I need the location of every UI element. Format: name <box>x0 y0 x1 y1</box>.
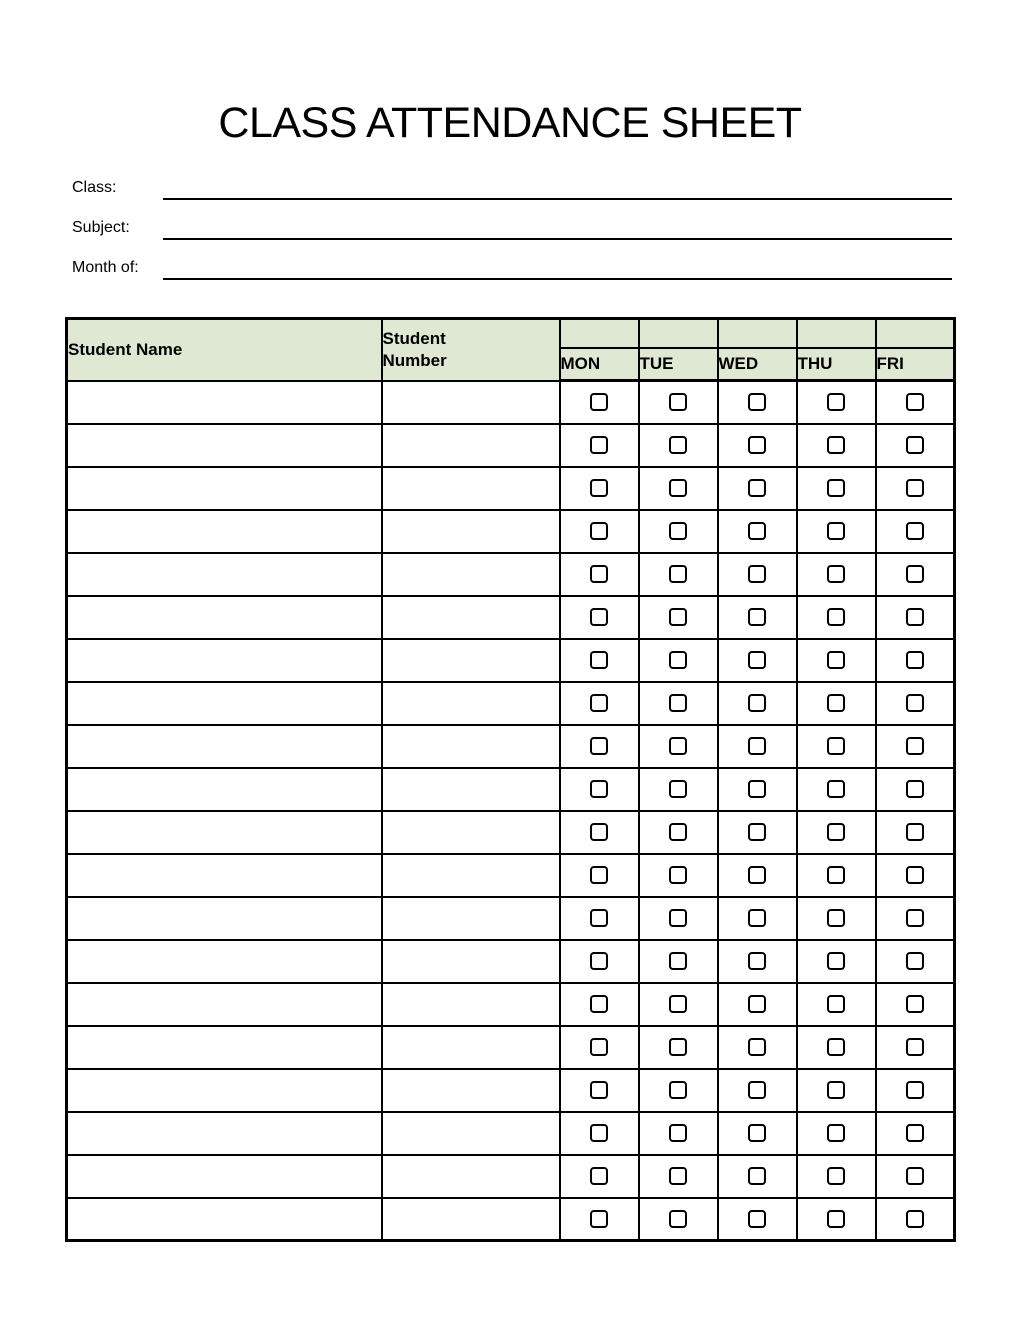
attendance-checkbox[interactable] <box>590 522 608 540</box>
form-fields <box>72 176 952 296</box>
student-name-cell[interactable] <box>67 983 382 1026</box>
attendance-cell-wed <box>718 596 797 639</box>
attendance-cell-fri <box>876 1155 955 1198</box>
student-name-cell[interactable] <box>67 854 382 897</box>
page-title: CLASS ATTENDANCE SHEET <box>218 99 802 147</box>
attendance-cell-tue <box>639 639 718 682</box>
table-row <box>67 424 955 467</box>
student-name-cell[interactable] <box>67 1026 382 1069</box>
attendance-cell-tue <box>639 510 718 553</box>
student-name-cell[interactable] <box>67 467 382 510</box>
attendance-checkbox[interactable] <box>669 737 687 755</box>
attendance-checkbox[interactable] <box>906 608 924 626</box>
attendance-cell-mon <box>560 1069 639 1112</box>
day-spacer-cell <box>639 319 718 348</box>
attendance-checkbox[interactable] <box>748 1210 766 1228</box>
student-name-cell[interactable] <box>67 1198 382 1241</box>
student-number-cell[interactable] <box>382 467 560 510</box>
attendance-cell-tue <box>639 1112 718 1155</box>
attendance-cell-thu <box>797 553 876 596</box>
attendance-cell-mon <box>560 510 639 553</box>
attendance-checkbox[interactable] <box>906 436 924 454</box>
attendance-cell-wed <box>718 1026 797 1069</box>
table-row <box>67 1069 955 1112</box>
table-row <box>67 897 955 940</box>
attendance-checkbox[interactable] <box>827 909 845 927</box>
attendance-checkbox[interactable] <box>669 909 687 927</box>
attendance-cell-tue <box>639 897 718 940</box>
month-input-line[interactable] <box>163 278 952 280</box>
attendance-cell-thu <box>797 1026 876 1069</box>
field-row-subject <box>72 216 952 256</box>
attendance-cell-fri <box>876 553 955 596</box>
attendance-cell-fri <box>876 854 955 897</box>
student-number-cell[interactable] <box>382 1155 560 1198</box>
attendance-checkbox[interactable] <box>748 1038 766 1056</box>
attendance-cell-thu <box>797 424 876 467</box>
attendance-cell-fri <box>876 467 955 510</box>
day-header-fri: FRI <box>876 348 955 381</box>
attendance-rows <box>67 381 955 1241</box>
attendance-checkbox[interactable] <box>669 1081 687 1099</box>
attendance-cell-tue <box>639 1155 718 1198</box>
student-name-header <box>67 319 382 381</box>
attendance-checkbox[interactable] <box>827 1210 845 1228</box>
attendance-checkbox[interactable] <box>827 780 845 798</box>
attendance-cell-tue <box>639 811 718 854</box>
student-name-cell[interactable] <box>67 1155 382 1198</box>
attendance-checkbox[interactable] <box>669 1210 687 1228</box>
attendance-checkbox[interactable] <box>906 866 924 884</box>
attendance-cell-fri <box>876 1026 955 1069</box>
field-row-class <box>72 176 952 216</box>
attendance-checkbox[interactable] <box>827 952 845 970</box>
student-number-cell[interactable] <box>382 510 560 553</box>
subject-input-line[interactable] <box>163 238 952 240</box>
day-header-tue: TUE <box>639 348 718 381</box>
attendance-cell-thu <box>797 639 876 682</box>
attendance-cell-thu <box>797 1112 876 1155</box>
attendance-cell-wed <box>718 424 797 467</box>
attendance-checkbox[interactable] <box>590 866 608 884</box>
student-name-cell[interactable] <box>67 639 382 682</box>
attendance-checkbox[interactable] <box>827 737 845 755</box>
attendance-cell-fri <box>876 897 955 940</box>
attendance-cell-tue <box>639 467 718 510</box>
attendance-checkbox[interactable] <box>669 436 687 454</box>
student-number-header-label: Student Number <box>382 328 447 370</box>
attendance-cell-mon <box>560 639 639 682</box>
attendance-checkbox[interactable] <box>748 1124 766 1142</box>
attendance-checkbox[interactable] <box>906 1210 924 1228</box>
attendance-checkbox[interactable] <box>669 651 687 669</box>
attendance-cell-mon <box>560 424 639 467</box>
attendance-cell-thu <box>797 983 876 1026</box>
attendance-checkbox[interactable] <box>906 780 924 798</box>
subject-label: Subject: <box>72 219 130 236</box>
attendance-checkbox[interactable] <box>590 651 608 669</box>
attendance-cell-fri <box>876 811 955 854</box>
attendance-checkbox[interactable] <box>827 565 845 583</box>
attendance-checkbox[interactable] <box>669 1124 687 1142</box>
day-spacer-cell <box>876 319 955 348</box>
student-number-cell[interactable] <box>382 811 560 854</box>
attendance-cell-wed <box>718 639 797 682</box>
attendance-checkbox[interactable] <box>827 522 845 540</box>
attendance-cell-tue <box>639 424 718 467</box>
table-row <box>67 1026 955 1069</box>
attendance-checkbox[interactable] <box>590 1167 608 1185</box>
attendance-cell-wed <box>718 1155 797 1198</box>
attendance-cell-fri <box>876 381 955 424</box>
attendance-cell-mon <box>560 1155 639 1198</box>
attendance-checkbox[interactable] <box>590 823 608 841</box>
attendance-checkbox[interactable] <box>590 1210 608 1228</box>
attendance-cell-wed <box>718 553 797 596</box>
attendance-checkbox[interactable] <box>590 1038 608 1056</box>
table-row <box>67 639 955 682</box>
attendance-checkbox[interactable] <box>669 522 687 540</box>
day-header-wed: WED <box>718 348 797 381</box>
attendance-cell-thu <box>797 725 876 768</box>
attendance-cell-mon <box>560 381 639 424</box>
attendance-cell-thu <box>797 596 876 639</box>
attendance-table <box>65 317 956 1242</box>
attendance-checkbox[interactable] <box>827 995 845 1013</box>
attendance-cell-tue <box>639 596 718 639</box>
attendance-checkbox[interactable] <box>827 823 845 841</box>
attendance-checkbox[interactable] <box>748 651 766 669</box>
attendance-cell-fri <box>876 424 955 467</box>
attendance-cell-wed <box>718 510 797 553</box>
attendance-cell-wed <box>718 682 797 725</box>
attendance-cell-wed <box>718 940 797 983</box>
table-row <box>67 553 955 596</box>
attendance-cell-fri <box>876 1069 955 1112</box>
attendance-cell-tue <box>639 381 718 424</box>
attendance-checkbox[interactable] <box>590 694 608 712</box>
student-name-cell[interactable] <box>67 940 382 983</box>
attendance-cell-thu <box>797 467 876 510</box>
student-number-cell[interactable] <box>382 940 560 983</box>
student-name-cell[interactable] <box>67 811 382 854</box>
student-name-header-label: Student Name <box>68 339 183 359</box>
attendance-cell-mon <box>560 811 639 854</box>
table-row <box>67 854 955 897</box>
attendance-cell-tue <box>639 1069 718 1112</box>
table-row <box>67 1155 955 1198</box>
class-input-line[interactable] <box>163 198 952 200</box>
student-name-cell[interactable] <box>67 1112 382 1155</box>
day-spacer-cell <box>718 319 797 348</box>
attendance-cell-fri <box>876 983 955 1026</box>
attendance-checkbox[interactable] <box>590 393 608 411</box>
attendance-cell-mon <box>560 1026 639 1069</box>
student-number-cell[interactable] <box>382 682 560 725</box>
attendance-checkbox[interactable] <box>748 1081 766 1099</box>
attendance-checkbox[interactable] <box>669 479 687 497</box>
attendance-cell-tue <box>639 940 718 983</box>
student-number-cell[interactable] <box>382 725 560 768</box>
attendance-cell-fri <box>876 682 955 725</box>
attendance-checkbox[interactable] <box>669 866 687 884</box>
attendance-cell-thu <box>797 768 876 811</box>
attendance-checkbox[interactable] <box>827 1124 845 1142</box>
attendance-checkbox[interactable] <box>748 909 766 927</box>
attendance-checkbox[interactable] <box>748 608 766 626</box>
attendance-cell-wed <box>718 811 797 854</box>
attendance-checkbox[interactable] <box>906 694 924 712</box>
attendance-checkbox[interactable] <box>906 823 924 841</box>
table-row <box>67 725 955 768</box>
attendance-cell-wed <box>718 1069 797 1112</box>
attendance-checkbox[interactable] <box>906 1081 924 1099</box>
attendance-cell-mon <box>560 725 639 768</box>
attendance-checkbox[interactable] <box>906 952 924 970</box>
student-number-cell[interactable] <box>382 897 560 940</box>
attendance-checkbox[interactable] <box>827 436 845 454</box>
student-number-cell[interactable] <box>382 1026 560 1069</box>
attendance-cell-fri <box>876 639 955 682</box>
attendance-checkbox[interactable] <box>827 694 845 712</box>
attendance-cell-wed <box>718 983 797 1026</box>
student-number-cell[interactable] <box>382 1069 560 1112</box>
attendance-cell-fri <box>876 596 955 639</box>
table-row <box>67 1198 955 1241</box>
attendance-checkbox[interactable] <box>906 1038 924 1056</box>
student-name-cell[interactable] <box>67 897 382 940</box>
attendance-cell-mon <box>560 940 639 983</box>
day-spacer-cell <box>797 319 876 348</box>
attendance-cell-thu <box>797 682 876 725</box>
attendance-cell-tue <box>639 1026 718 1069</box>
attendance-cell-mon <box>560 854 639 897</box>
day-header-mon: MON <box>560 348 639 381</box>
student-name-cell[interactable] <box>67 768 382 811</box>
attendance-cell-tue <box>639 553 718 596</box>
attendance-checkbox[interactable] <box>590 780 608 798</box>
student-number-cell[interactable] <box>382 768 560 811</box>
attendance-checkbox[interactable] <box>590 995 608 1013</box>
attendance-cell-fri <box>876 1112 955 1155</box>
table-row <box>67 467 955 510</box>
attendance-checkbox[interactable] <box>827 1081 845 1099</box>
attendance-checkbox[interactable] <box>748 694 766 712</box>
student-number-cell[interactable] <box>382 424 560 467</box>
attendance-cell-wed <box>718 854 797 897</box>
attendance-cell-tue <box>639 725 718 768</box>
attendance-cell-fri <box>876 1198 955 1241</box>
attendance-checkbox[interactable] <box>827 608 845 626</box>
attendance-cell-thu <box>797 1069 876 1112</box>
attendance-checkbox[interactable] <box>906 1167 924 1185</box>
attendance-cell-fri <box>876 725 955 768</box>
attendance-checkbox[interactable] <box>906 737 924 755</box>
attendance-cell-mon <box>560 1112 639 1155</box>
attendance-cell-wed <box>718 381 797 424</box>
attendance-checkbox[interactable] <box>906 393 924 411</box>
attendance-cell-wed <box>718 467 797 510</box>
attendance-checkbox[interactable] <box>590 1081 608 1099</box>
month-of-label: Month of: <box>72 259 139 276</box>
attendance-checkbox[interactable] <box>590 952 608 970</box>
attendance-checkbox[interactable] <box>827 1038 845 1056</box>
attendance-cell-tue <box>639 682 718 725</box>
student-name-cell[interactable] <box>67 1069 382 1112</box>
attendance-cell-fri <box>876 768 955 811</box>
attendance-checkbox[interactable] <box>906 565 924 583</box>
day-header-thu: THU <box>797 348 876 381</box>
student-name-cell[interactable] <box>67 424 382 467</box>
attendance-checkbox[interactable] <box>590 909 608 927</box>
student-name-cell[interactable] <box>67 725 382 768</box>
attendance-cell-thu <box>797 381 876 424</box>
table-row <box>67 940 955 983</box>
attendance-checkbox[interactable] <box>669 694 687 712</box>
table-row <box>67 1112 955 1155</box>
attendance-cell-mon <box>560 1198 639 1241</box>
attendance-cell-wed <box>718 1112 797 1155</box>
attendance-checkbox[interactable] <box>827 479 845 497</box>
attendance-checkbox[interactable] <box>748 479 766 497</box>
attendance-checkbox[interactable] <box>748 393 766 411</box>
attendance-checkbox[interactable] <box>827 393 845 411</box>
student-name-cell[interactable] <box>67 682 382 725</box>
table-row <box>67 983 955 1026</box>
attendance-checkbox[interactable] <box>906 479 924 497</box>
attendance-cell-mon <box>560 768 639 811</box>
attendance-checkbox[interactable] <box>748 780 766 798</box>
attendance-checkbox[interactable] <box>590 737 608 755</box>
student-number-cell[interactable] <box>382 596 560 639</box>
attendance-checkbox[interactable] <box>748 436 766 454</box>
attendance-checkbox[interactable] <box>748 1167 766 1185</box>
attendance-cell-tue <box>639 1198 718 1241</box>
attendance-checkbox[interactable] <box>748 995 766 1013</box>
student-number-cell[interactable] <box>382 983 560 1026</box>
table-row <box>67 381 955 424</box>
attendance-cell-mon <box>560 897 639 940</box>
attendance-cell-thu <box>797 510 876 553</box>
attendance-checkbox[interactable] <box>748 565 766 583</box>
attendance-cell-tue <box>639 983 718 1026</box>
header-row-top <box>67 319 955 348</box>
attendance-checkbox[interactable] <box>748 737 766 755</box>
attendance-cell-mon <box>560 467 639 510</box>
attendance-cell-mon <box>560 553 639 596</box>
table-row <box>67 596 955 639</box>
student-number-cell[interactable] <box>382 1112 560 1155</box>
attendance-checkbox[interactable] <box>906 522 924 540</box>
attendance-checkbox[interactable] <box>590 565 608 583</box>
student-number-cell[interactable] <box>382 553 560 596</box>
student-name-cell[interactable] <box>67 510 382 553</box>
student-name-cell[interactable] <box>67 381 382 424</box>
attendance-checkbox[interactable] <box>906 1124 924 1142</box>
attendance-cell-thu <box>797 1198 876 1241</box>
attendance-checkbox[interactable] <box>590 479 608 497</box>
attendance-checkbox[interactable] <box>906 651 924 669</box>
attendance-checkbox[interactable] <box>748 823 766 841</box>
student-number-header <box>382 319 560 381</box>
attendance-cell-thu <box>797 854 876 897</box>
attendance-checkbox[interactable] <box>748 522 766 540</box>
attendance-cell-tue <box>639 768 718 811</box>
attendance-cell-thu <box>797 1155 876 1198</box>
attendance-cell-thu <box>797 940 876 983</box>
attendance-checkbox[interactable] <box>669 608 687 626</box>
student-name-cell[interactable] <box>67 596 382 639</box>
student-number-cell[interactable] <box>382 854 560 897</box>
day-spacer-cell <box>560 319 639 348</box>
student-number-cell[interactable] <box>382 381 560 424</box>
attendance-cell-wed <box>718 897 797 940</box>
attendance-checkbox[interactable] <box>748 866 766 884</box>
attendance-checkbox[interactable] <box>669 1038 687 1056</box>
attendance-checkbox[interactable] <box>906 995 924 1013</box>
student-name-cell[interactable] <box>67 553 382 596</box>
attendance-checkbox[interactable] <box>827 651 845 669</box>
attendance-checkbox[interactable] <box>669 780 687 798</box>
attendance-cell-fri <box>876 940 955 983</box>
table-row <box>67 768 955 811</box>
attendance-cell-thu <box>797 811 876 854</box>
attendance-checkbox[interactable] <box>669 1167 687 1185</box>
attendance-cell-thu <box>797 897 876 940</box>
attendance-cell-mon <box>560 596 639 639</box>
attendance-cell-wed <box>718 725 797 768</box>
attendance-checkbox[interactable] <box>669 995 687 1013</box>
student-number-cell[interactable] <box>382 1198 560 1241</box>
field-row-month <box>72 256 952 296</box>
attendance-checkbox[interactable] <box>669 952 687 970</box>
class-label: Class: <box>72 179 117 196</box>
attendance-checkbox[interactable] <box>669 823 687 841</box>
attendance-checkbox[interactable] <box>669 565 687 583</box>
attendance-checkbox[interactable] <box>590 608 608 626</box>
attendance-cell-wed <box>718 768 797 811</box>
table-row <box>67 510 955 553</box>
attendance-cell-fri <box>876 510 955 553</box>
attendance-checkbox[interactable] <box>669 393 687 411</box>
attendance-cell-mon <box>560 983 639 1026</box>
attendance-checkbox[interactable] <box>827 866 845 884</box>
attendance-cell-tue <box>639 854 718 897</box>
attendance-cell-mon <box>560 682 639 725</box>
attendance-checkbox[interactable] <box>827 1167 845 1185</box>
table-row <box>67 811 955 854</box>
attendance-checkbox[interactable] <box>590 1124 608 1142</box>
attendance-checkbox[interactable] <box>906 909 924 927</box>
attendance-checkbox[interactable] <box>590 436 608 454</box>
table-row <box>67 682 955 725</box>
student-number-cell[interactable] <box>382 639 560 682</box>
attendance-cell-wed <box>718 1198 797 1241</box>
attendance-checkbox[interactable] <box>748 952 766 970</box>
